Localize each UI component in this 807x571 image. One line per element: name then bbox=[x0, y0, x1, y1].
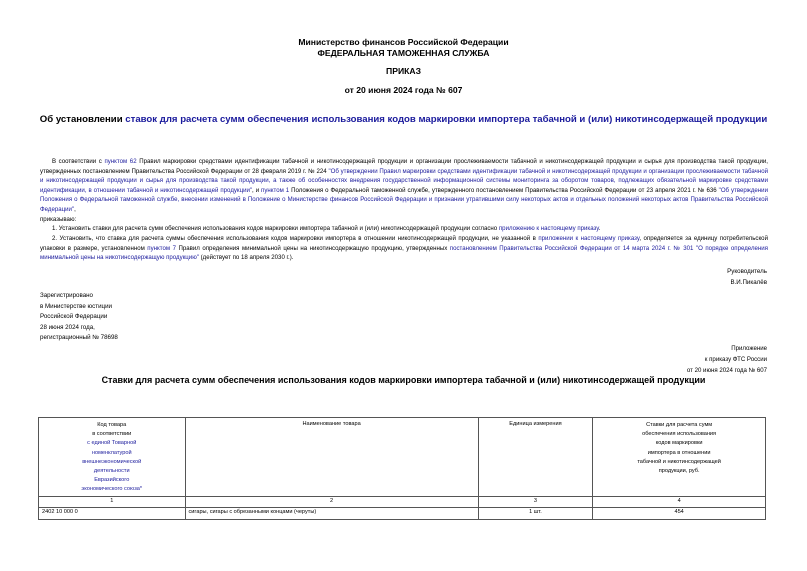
preamble-link-3[interactable]: пунктом 1 bbox=[261, 186, 290, 194]
document-title bbox=[0, 114, 807, 125]
registration-line: Зарегистрировано bbox=[40, 292, 93, 299]
preamble-link-4[interactable]: "Об утверждении Положения о Федеральной таможенной службе, внесении изменений в Положение о Министерстве финансов Российской Федерации и признании утратившими силу некоторых актов и отдельных положений некоторых актов Правительства Российской Федерации" bbox=[40, 186, 768, 213]
cell-name: сигары, сигары с обрезанными концами (черуты) bbox=[185, 507, 478, 519]
header-rate-line: табачной и никотинсодержащей bbox=[637, 458, 721, 465]
appendix-block bbox=[687, 343, 767, 376]
appendix-line: к приказу ФТС России bbox=[704, 356, 767, 363]
column-number: 4 bbox=[593, 496, 766, 507]
title-prefix: Об установлении bbox=[39, 114, 126, 125]
item2-text-4: (действует по 18 апреля 2030 г.). bbox=[198, 254, 294, 262]
preamble-text-5: , bbox=[74, 205, 76, 213]
header-code-link[interactable]: с единой Товарной bbox=[87, 440, 137, 447]
ministry-heading: Министерство финансов Российской Федерации bbox=[298, 37, 509, 47]
item2-text-1: 2. Установить, что ставка для расчета суммы обеспечения использования кодов маркировки импортера в отношении никотинсодержащей продукции, не указанной в bbox=[52, 235, 539, 242]
column-number: 2 bbox=[185, 496, 478, 507]
header-rate-line: обеспечения использования bbox=[642, 431, 717, 438]
header-rate-line: кодов маркировки bbox=[655, 440, 703, 447]
item2-link-3[interactable]: постановлением Правительства Российской Федерации от 14 марта 2024 г. № 301 "О порядке определения минимальной цены на никотинсодержащую продукцию" bbox=[40, 244, 768, 262]
appendix-line: от 20 июня 2024 года № 607 bbox=[686, 367, 767, 374]
item2-link-1[interactable]: приложении к настоящему приказу bbox=[538, 235, 640, 242]
signature-name: В.И.Пикалёв bbox=[730, 279, 767, 286]
header-code-link[interactable]: внешнеэкономической bbox=[82, 458, 142, 465]
service-heading: ФЕДЕРАЛЬНАЯ ТАМОЖЕННАЯ СЛУЖБА bbox=[317, 48, 490, 58]
doc-date-heading: от 20 июня 2024 года № 607 bbox=[344, 85, 463, 95]
column-number: 3 bbox=[478, 496, 593, 507]
table-title: Ставки для расчета сумм обеспечения использования кодов маркировки импортера табачной и (или) никотинсодержащей продукции bbox=[101, 375, 706, 385]
preamble-link-1[interactable]: пунктом 62 bbox=[104, 158, 137, 165]
preamble-text-1: В соответствии с bbox=[52, 158, 105, 165]
item-2-paragraph bbox=[40, 234, 768, 263]
table-header-row bbox=[39, 418, 766, 497]
header-rate-line: импортера в отношении bbox=[647, 449, 711, 456]
header-code-link[interactable]: номенклатурой bbox=[91, 449, 132, 456]
header-cell-unit: Единица измерения bbox=[478, 418, 593, 497]
registration-line: 28 июня 2024 года, bbox=[40, 323, 95, 331]
header-cell-rate bbox=[593, 418, 766, 497]
header-rate-line: продукции, руб. bbox=[658, 468, 700, 475]
item2-text-2: , определяется за единицу потребительской упаковки в размере, установленном bbox=[40, 235, 768, 252]
rates-table bbox=[38, 417, 766, 520]
appendix-line: Приложение bbox=[731, 345, 767, 352]
registration-line: в Министерстве юстиции bbox=[40, 302, 113, 310]
preamble-link-2[interactable]: "Об утверждении Правил маркировки средствами идентификации табачной и никотинсодержащей продукции и организации прослеживаемости табачной и никотинсодержащей продукции и сырья для производства такой продукции, а также об особенностях внедрения государственной информационной системы мониторинга за оборотом товаров, подлежащих обязательной маркировке средствами идентификации, в отношении табачной и никотинсодержащей продукции" bbox=[40, 167, 768, 194]
preamble-text-2: Правил маркировки средствами идентификации табачной и никотинсодержащей продукции и организации прослеживаемости табачной и никотинсодержащей продукции и сырья для производства такой продукции, утвержденных постановлением Правительства Российской Федерации от 28 февраля 2019 г. № 224 bbox=[40, 158, 769, 175]
table-number-row bbox=[39, 496, 766, 507]
title-link[interactable]: ставок для расчета сумм обеспечения использования кодов маркировки импортера табачной и (или) никотинсодержащей продукции bbox=[125, 114, 768, 125]
header-code-line: в соответствии bbox=[92, 431, 132, 438]
item1-text-2: . bbox=[598, 225, 601, 232]
cell-rate: 454 bbox=[593, 507, 766, 519]
item1-text-1: 1. Установить ставки для расчета сумм обеспечения использования кодов маркировки импортера табачной и (или) никотинсодержащей продукции согласно bbox=[52, 225, 499, 232]
order-word: приказываю: bbox=[40, 216, 77, 223]
doc-type-heading: ПРИКАЗ bbox=[386, 66, 421, 76]
header-code-link[interactable]: экономического союза* bbox=[81, 486, 143, 493]
table-row bbox=[39, 507, 766, 519]
registration-block bbox=[40, 291, 118, 344]
header-cell-name: Наименование товара bbox=[185, 418, 478, 497]
item2-link-2[interactable]: пунктом 7 bbox=[147, 244, 176, 252]
item-1-paragraph bbox=[40, 224, 768, 234]
item2-text-3: Правил определения минимальной цены на никотинсодержащую продукцию, утвержденных bbox=[175, 244, 450, 252]
item1-link-1[interactable]: приложению к настоящему приказу bbox=[498, 225, 599, 232]
preamble-text-4: Положения о Федеральной таможенной службе, утвержденного постановлением Правительства Российской Федерации от 23 апреля 2021 г. № 636 bbox=[289, 186, 719, 194]
cell-unit: 1 шт. bbox=[478, 507, 593, 519]
preamble-text-3: , и bbox=[252, 186, 262, 194]
header-cell-code bbox=[39, 418, 186, 497]
cell-code: 2402 10 000 0 bbox=[39, 507, 186, 519]
header-code-link[interactable]: Евразийского bbox=[94, 477, 130, 484]
registration-line: регистрационный № 78698 bbox=[40, 334, 118, 341]
header-rate-line: Ставки для расчета сумм bbox=[646, 422, 713, 428]
registration-line: Российской Федерации bbox=[40, 313, 108, 320]
column-number: 1 bbox=[39, 496, 186, 507]
header-code-line: Код товара bbox=[97, 422, 127, 428]
preamble-paragraph bbox=[40, 157, 768, 215]
signature-role: Руководитель bbox=[727, 268, 767, 275]
header-code-link[interactable]: деятельности bbox=[93, 468, 130, 475]
